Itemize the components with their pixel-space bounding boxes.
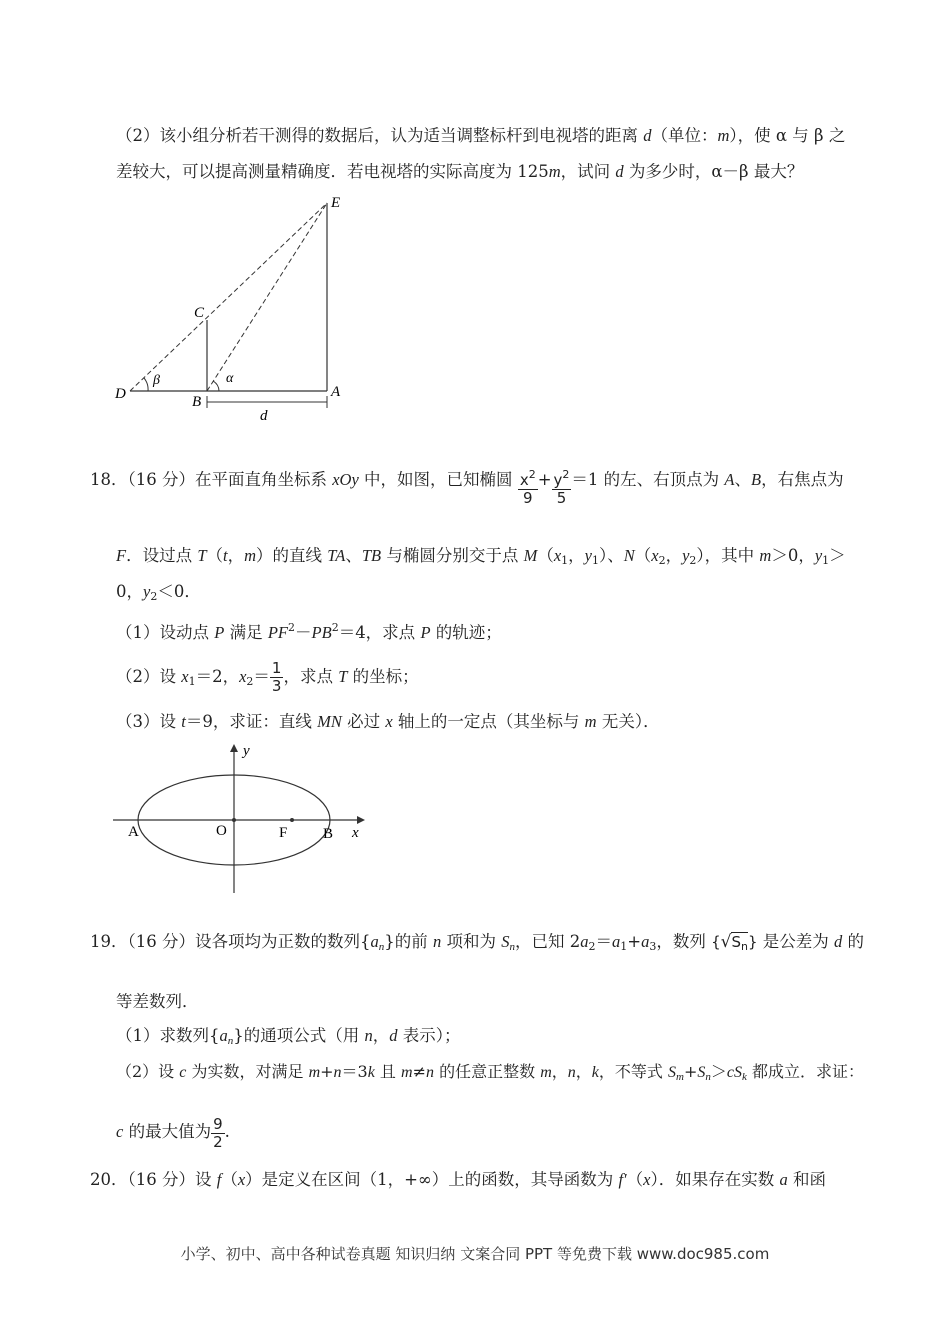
p18-line1: 18．（16 分）在平面直角坐标系 xOy 中，如图，已知椭圆 $\frac{x^2}{9}$ + $\frac{y^2}{5}$ ＝1 的左、右顶点为 A、B，右焦点为 — [90, 468, 844, 507]
label-B: B — [192, 394, 202, 410]
label-alpha: α — [226, 371, 234, 386]
ellipse-eq-x: $\frac{x^2}{9}$ — [519, 468, 536, 507]
p18-line3: 0，$y_2<0$． — [116, 582, 201, 603]
focus-dot — [290, 818, 294, 822]
p19-line1: 19．（16 分）设各项均为正数的数列$\{a_n\}$的前 n 项和为 $S_n$，已知 $2a_2=a_1+a_3$，数列 $\{√S_n\}$ 是公差为 d 的 — [90, 932, 865, 953]
page-footer: 小学、初中、高中各种试卷真题 知识归纳 文案合同 PPT 等免费下载 www.doc985.com — [180, 1245, 770, 1263]
label-beta: β — [153, 373, 160, 388]
p17-part2-line1: （2）该小组分析若干测得的数据后，认为适当调整标杆到电视塔的距离 d（单位：m），使 α 与 β 之 — [116, 126, 846, 145]
p19-line2: 等差数列． — [116, 992, 199, 1011]
ellipse-figure — [105, 738, 375, 898]
origin-dot — [232, 818, 236, 822]
beta-arc — [144, 378, 148, 391]
label-F: F — [279, 825, 288, 841]
p18-q1: （1）设动点 P 满足 $PF^2-PB^2=4$，求点 P 的轨迹； — [116, 621, 502, 642]
label-D: D — [115, 386, 126, 402]
p18-line2: F．设过点 T（t，m）的直线 TA、TB 与椭圆分别交于点 $M(x_1$，$y_1$）、$N(x_2$，$y_2$），其中 m＞0，$y_1>$ — [116, 546, 846, 567]
y-axis-arrow — [230, 744, 238, 752]
p17-part2-line2: 差较大，可以提高测量精确度．若电视塔的实际高度为 125m，试问 d 为多少时，α－β 最大？ — [116, 162, 804, 181]
tower-figure — [100, 190, 360, 430]
dashed-be — [207, 203, 327, 391]
label-d: d — [260, 408, 268, 424]
label-A: A — [128, 824, 139, 840]
ellipse-eq-y: $\frac{y^2}{5}$ — [553, 468, 570, 507]
x-axis-arrow — [357, 816, 365, 824]
p18-q2: （2）设 $x_1=2$，$x_2=$ $\frac{1}{3}$ ，求点 T 的坐标； — [116, 659, 419, 695]
label-C: C — [194, 305, 205, 321]
alpha-arc — [213, 381, 219, 391]
p18-q3: （3）设 t＝9，求证：直线 MN 必过 x 轴上的一定点（其坐标与 m 无关）． — [116, 712, 660, 731]
label-A: A — [331, 384, 341, 400]
label-B: B — [323, 826, 334, 842]
fraction-nine-halves: $\frac{9}{2}$ — [213, 1115, 223, 1151]
p20-line1: 20．（16 分）设 f（x）是定义在区间（1，+∞）上的函数，其导函数为 f′（x）．如果存在实数 a 和函 — [90, 1170, 826, 1189]
dashed-de — [130, 203, 327, 391]
sqrt-sn-sequence: $\{√S_n\}$ — [711, 932, 758, 953]
fraction-one-third: $\frac{1}{3}$ — [271, 659, 282, 695]
p19-q1: （1）求数列$\{a_n\}$的通项公式（用 n，d 表示）； — [116, 1026, 461, 1047]
label-O: O — [216, 823, 227, 839]
p19-q2-conclusion: c 的最大值为 $\frac{9}{2}$ . — [116, 1115, 230, 1151]
label-y: y — [243, 743, 250, 759]
label-x: x — [352, 825, 359, 841]
label-E: E — [331, 195, 341, 211]
p19-q2: （2）设 c 为实数，对满足 m+n＝3k 且 m≠n 的任意正整数 m，n，k，不等式 $S_m+S_n>cS_k$ 都成立．求证： — [116, 1062, 864, 1083]
